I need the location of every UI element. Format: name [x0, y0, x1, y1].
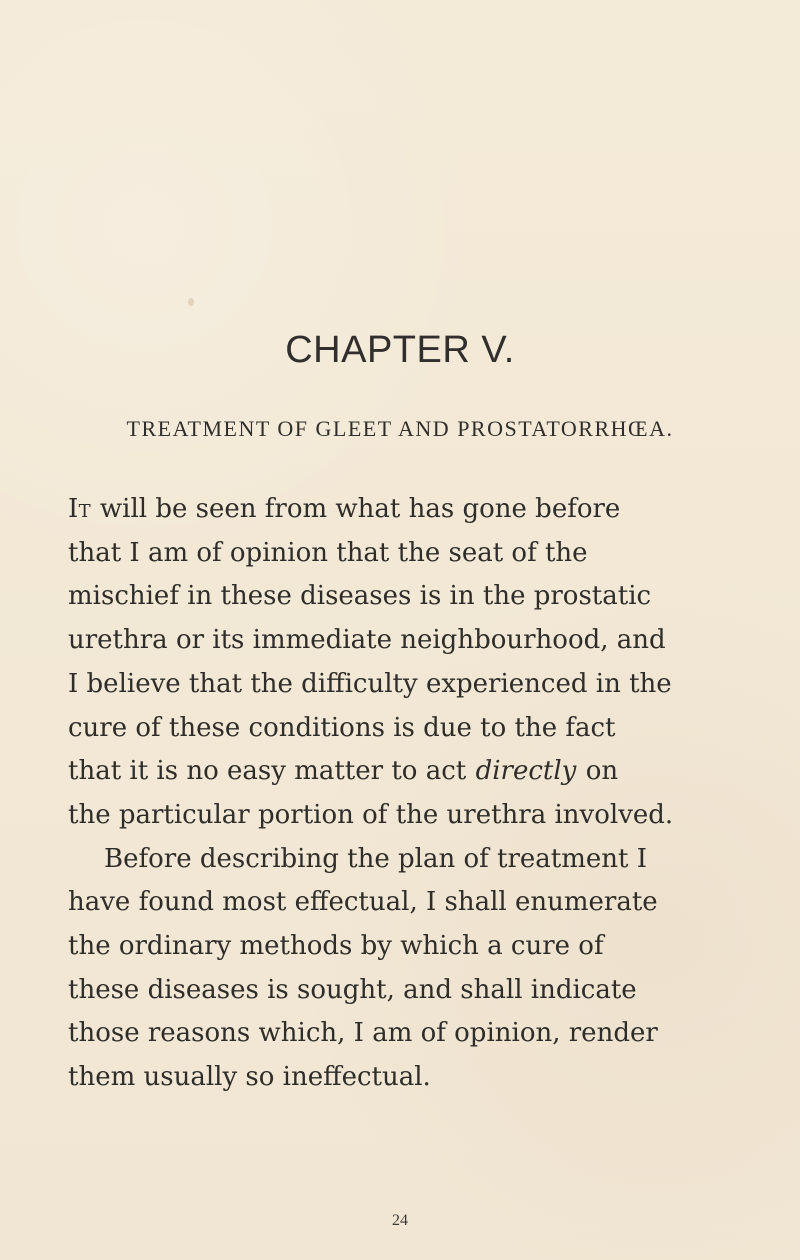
- text-line: [68, 881, 740, 925]
- text-line-content: will be seen from what has gone before: [99, 494, 621, 524]
- text-line-content: have found most effectual, I shall enumerate: [68, 887, 658, 918]
- text-line: [68, 1012, 740, 1056]
- text-line-content: I believe that the difficulty experienced in the: [68, 668, 672, 699]
- text-line-content: those reasons which, I am of opinion, render: [68, 1018, 658, 1049]
- text-line: [68, 488, 740, 532]
- text-line-content: Before describing the plan of treatment I: [104, 843, 647, 874]
- text-line-content: that I am of opinion that the seat of the: [68, 537, 588, 568]
- text-line-content: urethra or its immediate neighbourhood, and: [68, 625, 666, 656]
- chapter-body: [68, 488, 740, 1100]
- text-line-content: these diseases is sought, and shall indicate: [68, 974, 637, 1005]
- text-line-content: that it is no easy matter to act: [68, 756, 467, 787]
- text-line: [68, 619, 740, 663]
- text-line-content: on: [585, 756, 619, 787]
- text-line: [68, 575, 740, 619]
- text-line: [68, 1056, 740, 1100]
- section-title: TREATMENT OF GLEET AND PROSTATORRHŒA.: [126, 416, 674, 441]
- text-line-content: mischief in these diseases is in the prostatic: [68, 581, 652, 612]
- text-line: [68, 750, 740, 794]
- page-number: 24: [392, 1212, 408, 1229]
- text-line: [68, 925, 740, 969]
- text-line: [68, 707, 740, 751]
- text-line-content: them usually so ineffectual.: [68, 1062, 431, 1093]
- text-line: [68, 794, 740, 838]
- emphasized-word: directly: [475, 756, 577, 787]
- text-line: [68, 969, 740, 1013]
- paper-speck: [188, 298, 194, 306]
- text-line-content: the particular portion of the urethra involved.: [68, 799, 674, 830]
- text-line: [68, 663, 740, 707]
- chapter-title: CHAPTER V.: [285, 329, 515, 371]
- text-line-content: the ordinary methods by which a cure of: [68, 931, 604, 962]
- lead-word: It: [68, 494, 92, 524]
- text-line: [68, 838, 740, 882]
- text-line: [68, 532, 740, 576]
- text-line-content: cure of these conditions is due to the fact: [68, 712, 616, 743]
